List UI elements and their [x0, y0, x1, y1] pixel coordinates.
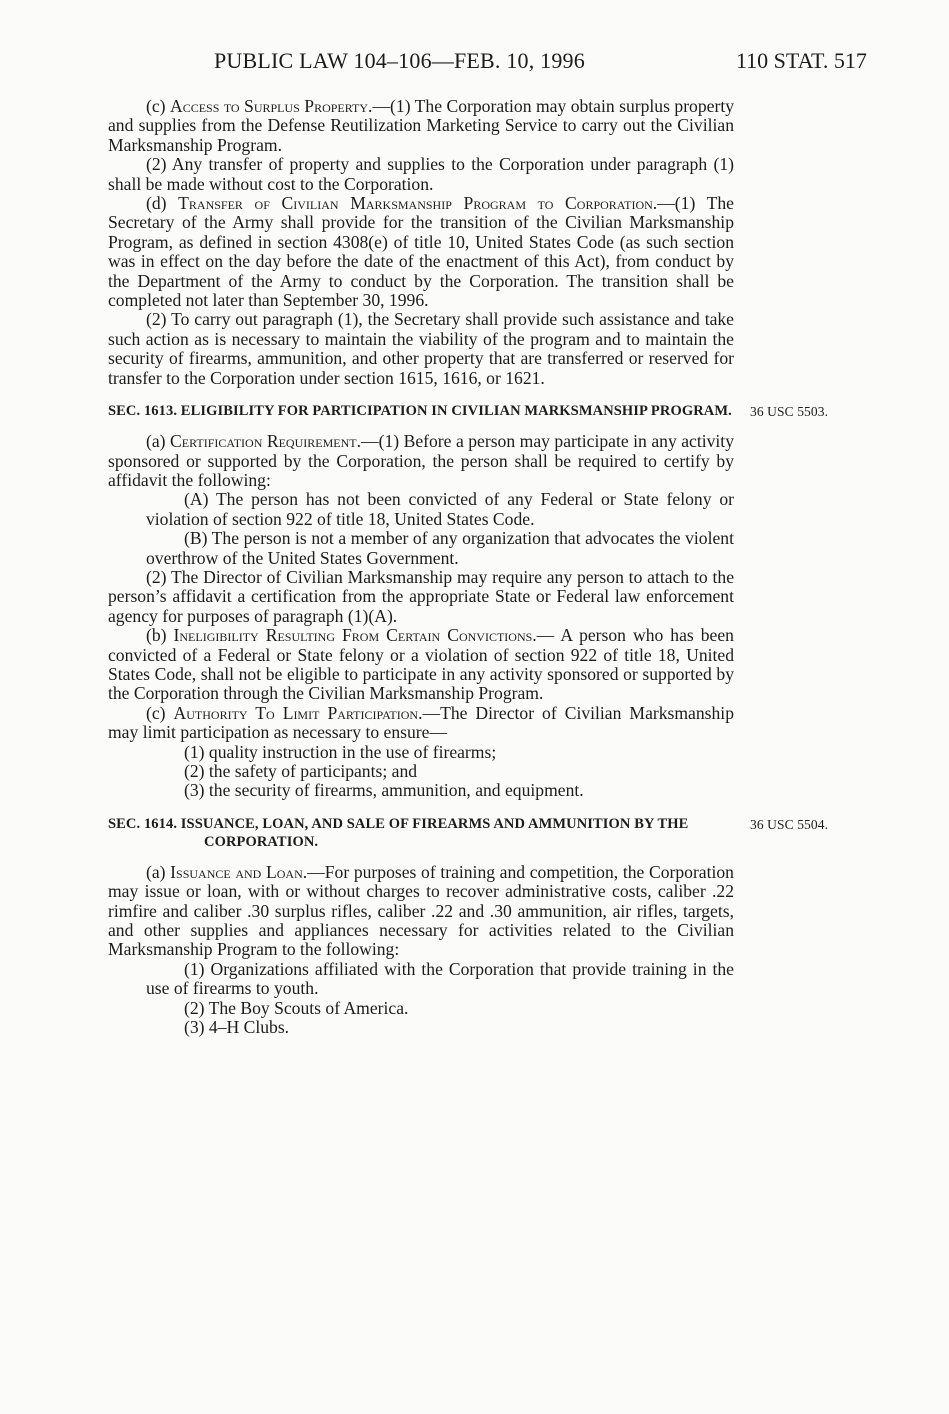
paragraph-1613-c: (c) Authority To Limit Participation.—The Director of Civilian Marksmanship may limit participation as necessary to ensure—	[108, 702, 734, 743]
margin-note-usc-5504: 36 USC 5504.	[750, 816, 829, 832]
paragraph-c-2: (2) Any transfer of property and supplies to the Corporation under paragraph (1) shall be made without cost to the Corporation.	[108, 154, 734, 194]
heading-issuance-and-loan: Issuance and Loan	[170, 861, 303, 882]
page-header	[0, 48, 949, 78]
heading-ineligibility: Ineligibility Resulting From Certain Convictions	[173, 625, 533, 646]
heading-transfer-program: Transfer of Civilian Marksmanship Program to Corporation	[178, 193, 653, 214]
list-item: (2) the safety of participants; and	[184, 761, 418, 781]
list-item: (3) 4–H Clubs.	[184, 1017, 290, 1038]
paragraph-d-transfer: (d) Transfer of Civilian Marksmanship Program to Corporation.—(1) The Secretary of the Army shall provide for the transition of the Civilian Marksmanship Program, as defined in section 4308(e) of title 10, United States Code (as such section was in effect on the day before the date of the enactment of this Act), from conduct by the Department of the Army to conduct by the Corporation. The transition shall be completed not later than September 30, 1996.	[108, 193, 734, 311]
list-item: (3) the security of firearms, ammunition, and equipment.	[184, 780, 584, 801]
paragraph-1613-b: (b) Ineligibility Resulting From Certain Convictions.— A person who has been convicted of a Federal or State felony or a violation of section 922 of title 18, United States Code, shall not be eligible to participate in any activity sponsored or supported by the Corporation through the Civilian Marksmanship Program.	[108, 625, 734, 704]
section-1613-heading: SEC. 1613. ELIGIBILITY FOR PARTICIPATION IN CIVILIAN MARKSMANSHIP PROGRAM. 36 USC 5503.	[108, 403, 829, 420]
heading-certification-requirement: Certification Requirement	[170, 431, 357, 452]
running-head-title: PUBLIC LAW 104–106—FEB. 10, 1996	[214, 48, 585, 73]
paragraph-1613-a-A: (A) The person has not been convicted of any Federal or State felony or violation of section 922 of title 18, United States Code.	[146, 489, 734, 529]
paragraph-d-2: (2) To carry out paragraph (1), the Secretary shall provide such assistance and take such action as is necessary to maintain the viability of the program and to maintain the security of firearms, ammunition, and other property that are transferred or reserved for transfer to the Corporation under section 1615, 1616, or 1621.	[108, 309, 734, 388]
statute-page-number: 110 STAT. 517	[736, 48, 867, 73]
section-1614-heading: SEC. 1614. ISSUANCE, LOAN, AND SALE OF FIREARMS AND AMMUNITION BY THE CORPORATION. 36 USC 5504.	[108, 815, 829, 850]
paragraph-1613-a-2: (2) The Director of Civilian Marksmanship may require any person to attach to the person’s affidavit a certification from the appropriate State or Federal law enforcement agency for purposes of paragraph (1)(A).	[108, 566, 734, 626]
list-item: (1) quality instruction in the use of firearms;	[184, 741, 497, 762]
heading-authority-to-limit: Authority To Limit Participation	[173, 702, 419, 723]
main-text	[108, 96, 829, 1038]
margin-note-usc-5503: 36 USC 5503.	[750, 404, 829, 420]
paragraph-c-surplus-property: (c) Access to Surplus Property.—(1) The Corporation may obtain surplus property and supplies from the Defense Reutilization Marketing Service to carry out the Civilian Marksmanship Program.	[108, 96, 735, 155]
paragraph-1614-a: (a) Issuance and Loan.—For purposes of training and competition, the Corporation may issue or loan, with or without charges to recover administrative costs, caliber .22 rimfire and caliber .30 surplus rifles, caliber .22 and .30 ammunition, air rifles, targets, and other supplies and appliances necessary for activities related to the Civilian Marksmanship Program to the following:	[108, 861, 734, 960]
list-item: (1) Organizations affiliated with the Corporation that provide training in the use of firearms to youth.	[146, 958, 734, 999]
paragraph-1613-a: (a) Certification Requirement.—(1) Before a person may participate in any activity sponsored or supported by the Corporation, the person shall be required to certify by affidavit the following:	[108, 431, 734, 490]
paragraph-1613-a-B: (B) The person is not a member of any organization that advocates the violent overthrow of the United States Government.	[146, 528, 734, 568]
list-item: (2) The Boy Scouts of America.	[184, 997, 409, 1018]
heading-access-to-surplus-property: Access to Surplus Property	[169, 96, 369, 116]
